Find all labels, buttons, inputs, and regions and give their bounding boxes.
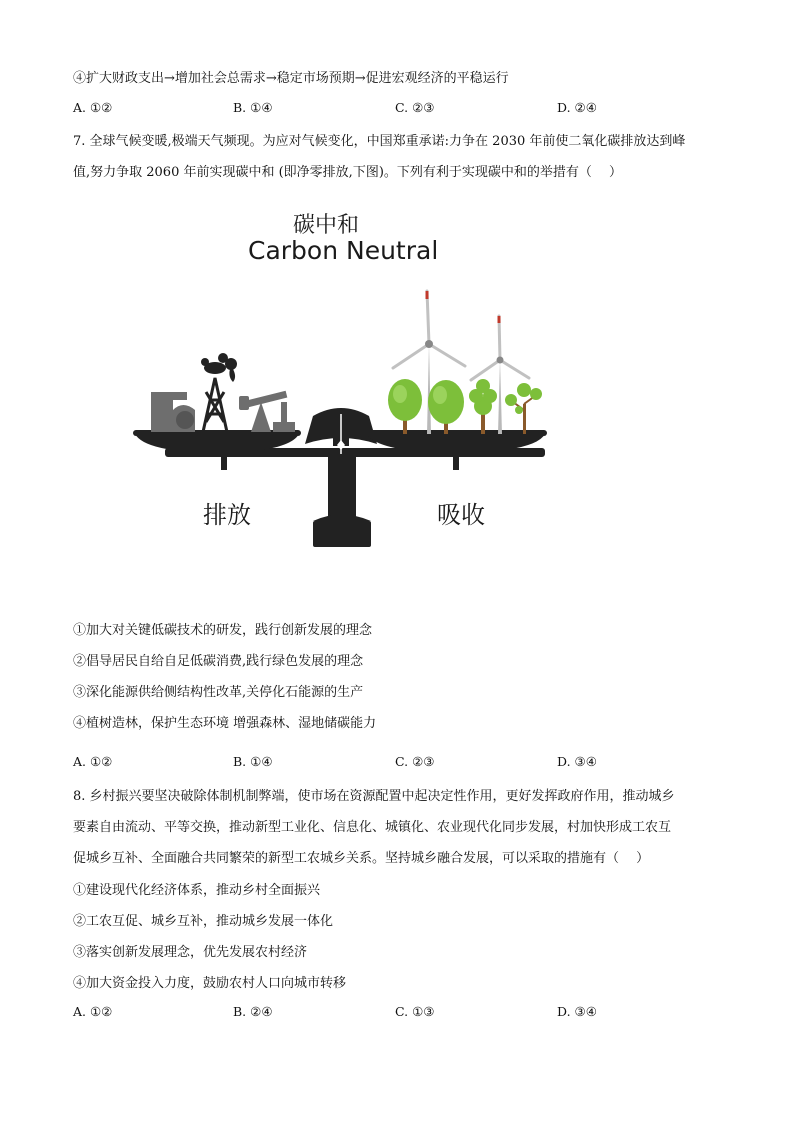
q7-item-3: ③深化能源供给侧结构性改革,关停化石能源的生产 bbox=[73, 685, 364, 700]
q8-item-3: ③落实创新发展理念，优先发展农村经济 bbox=[73, 945, 308, 960]
q7-option-a: A. ①② bbox=[73, 754, 113, 769]
q7-item-2: ②倡导居民自给自足低碳消费,践行绿色发展的理念 bbox=[73, 654, 364, 669]
q6-item-4: ④扩大财政支出→增加社会总需求→稳定市场预期→促进宏观经济的平稳运行 bbox=[73, 71, 509, 86]
q7-option-b: B. ①④ bbox=[233, 754, 273, 769]
tree-icon bbox=[428, 380, 464, 434]
wind-turbine-icon bbox=[471, 316, 529, 434]
q6-option-a: A. ①② bbox=[73, 100, 113, 115]
q8-option-a: A. ①② bbox=[73, 1004, 113, 1019]
q8-item-2: ②工农互促、城乡互补，推动城乡发展一体化 bbox=[73, 914, 334, 929]
q8-options bbox=[73, 1004, 713, 1022]
q6-option-d: D. ②④ bbox=[557, 100, 597, 115]
q8-option-d: D. ③④ bbox=[557, 1004, 597, 1019]
figure-title-en: Carbon Neutral bbox=[248, 236, 439, 265]
q7-item-4: ④植树造林，保护生态环境 增强森林、湿地储碳能力 bbox=[73, 716, 377, 731]
q8-stem-line-1: 8. 乡村振兴要坚决破除体制机制弊端，使市场在资源配置中起决定性作用，更好发挥政府作用，推动城乡 bbox=[73, 789, 675, 804]
q7-option-c: C. ②③ bbox=[395, 754, 435, 769]
factory-icon bbox=[151, 392, 195, 432]
q7-item-1: ①加大对关键低碳技术的研发，践行创新发展的理念 bbox=[73, 623, 373, 638]
balance-scale-illustration bbox=[73, 196, 563, 576]
q8-stem-line-2: 要素自由流动、平等交换，推动新型工业化、信息化、城镇化、农业现代化同步发展，村加快形成工农互 bbox=[73, 820, 672, 835]
tree-icon bbox=[469, 379, 497, 434]
tree-icon bbox=[505, 383, 542, 434]
pumpjack-icon bbox=[239, 391, 295, 432]
figure-title-cn: 碳中和 bbox=[293, 213, 360, 238]
label-absorption: 吸收 bbox=[437, 501, 485, 529]
q8-stem-line-3: 促城乡互补、全面融合共同繁荣的新型工农城乡关系。坚持城乡融合发展，可以采取的措施有（ ） bbox=[73, 851, 650, 866]
q7-stem-line-1: 7. 全球气候变暖,极端天气频现。为应对气候变化，中国郑重承诺:力争在 2030 年前使二氧化碳排放达到峰 bbox=[73, 134, 686, 149]
q6-option-c: C. ②③ bbox=[395, 100, 435, 115]
q8-item-4: ④加大资金投入力度，鼓励农村人口向城市转移 bbox=[73, 976, 347, 991]
q6-options bbox=[73, 100, 713, 118]
q8-option-b: B. ②④ bbox=[233, 1004, 273, 1019]
oil-splash-icon bbox=[201, 353, 237, 382]
q7-options bbox=[73, 754, 713, 772]
q8-option-c: C. ①③ bbox=[395, 1004, 435, 1019]
carbon-neutral-figure bbox=[73, 196, 563, 576]
tree-icon bbox=[388, 379, 422, 434]
q7-option-d: D. ③④ bbox=[557, 754, 597, 769]
q7-stem-line-2: 值,努力争取 2060 年前实现碳中和 (即净零排放,下图)。下列有利于实现碳中和的举措有（ ） bbox=[73, 165, 623, 180]
oil-derrick-icon bbox=[200, 378, 230, 432]
q8-item-1: ①建设现代化经济体系，推动乡村全面振兴 bbox=[73, 883, 321, 898]
q6-option-b: B. ①④ bbox=[233, 100, 273, 115]
label-emission: 排放 bbox=[203, 501, 251, 529]
